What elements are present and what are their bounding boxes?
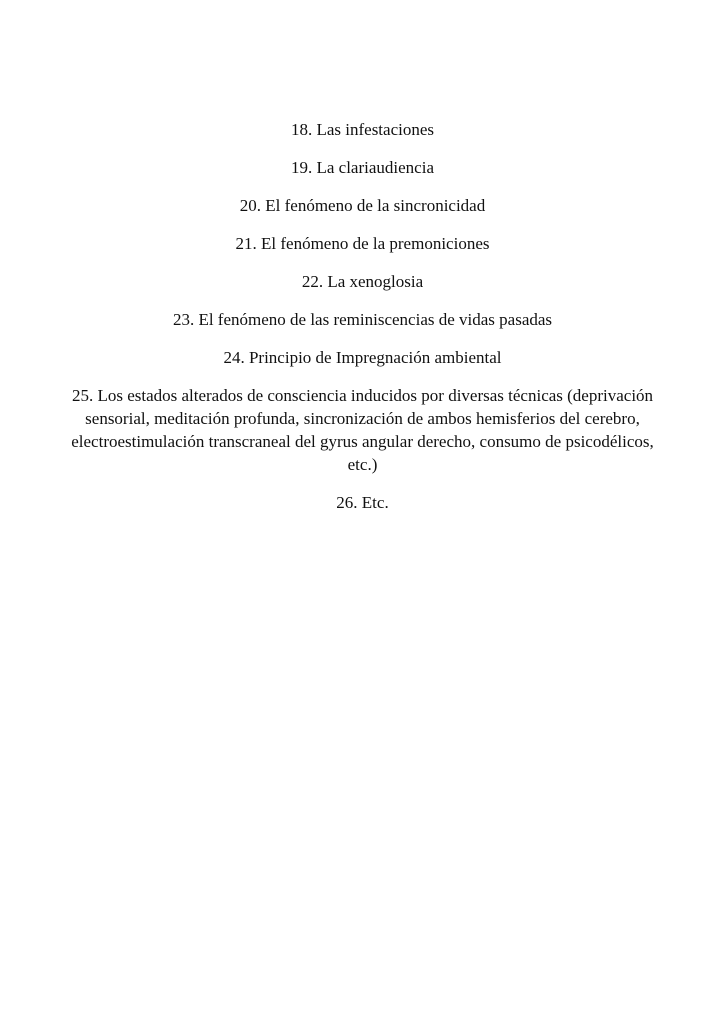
list-item: 23. El fenómeno de las reminiscencias de vidas pasadas [172,310,553,329]
list-item: 20. El fenómeno de la sincronicidad [239,196,486,215]
list-item: 19. La clariaudiencia [290,158,434,177]
list-item: 18. Las infestaciones [290,120,435,139]
list-item: 24. Principio de Impregnación ambiental [223,348,502,367]
numbered-list [70,118,655,529]
list-item: 25. Los estados alterados de consciencia inducidos por diversas técnicas (deprivación sensorial, meditación profunda, sincronización de ambos hemisferios del cerebro, electroestimulación transcraneal del gyrus angular derecho, consumo de psicodélicos, etc.) [71,386,654,474]
list-item: 21. El fenómeno de la premoniciones [235,234,490,253]
list-item: 26. Etc. [336,493,389,512]
list-item: 22. La xenoglosia [301,272,424,291]
